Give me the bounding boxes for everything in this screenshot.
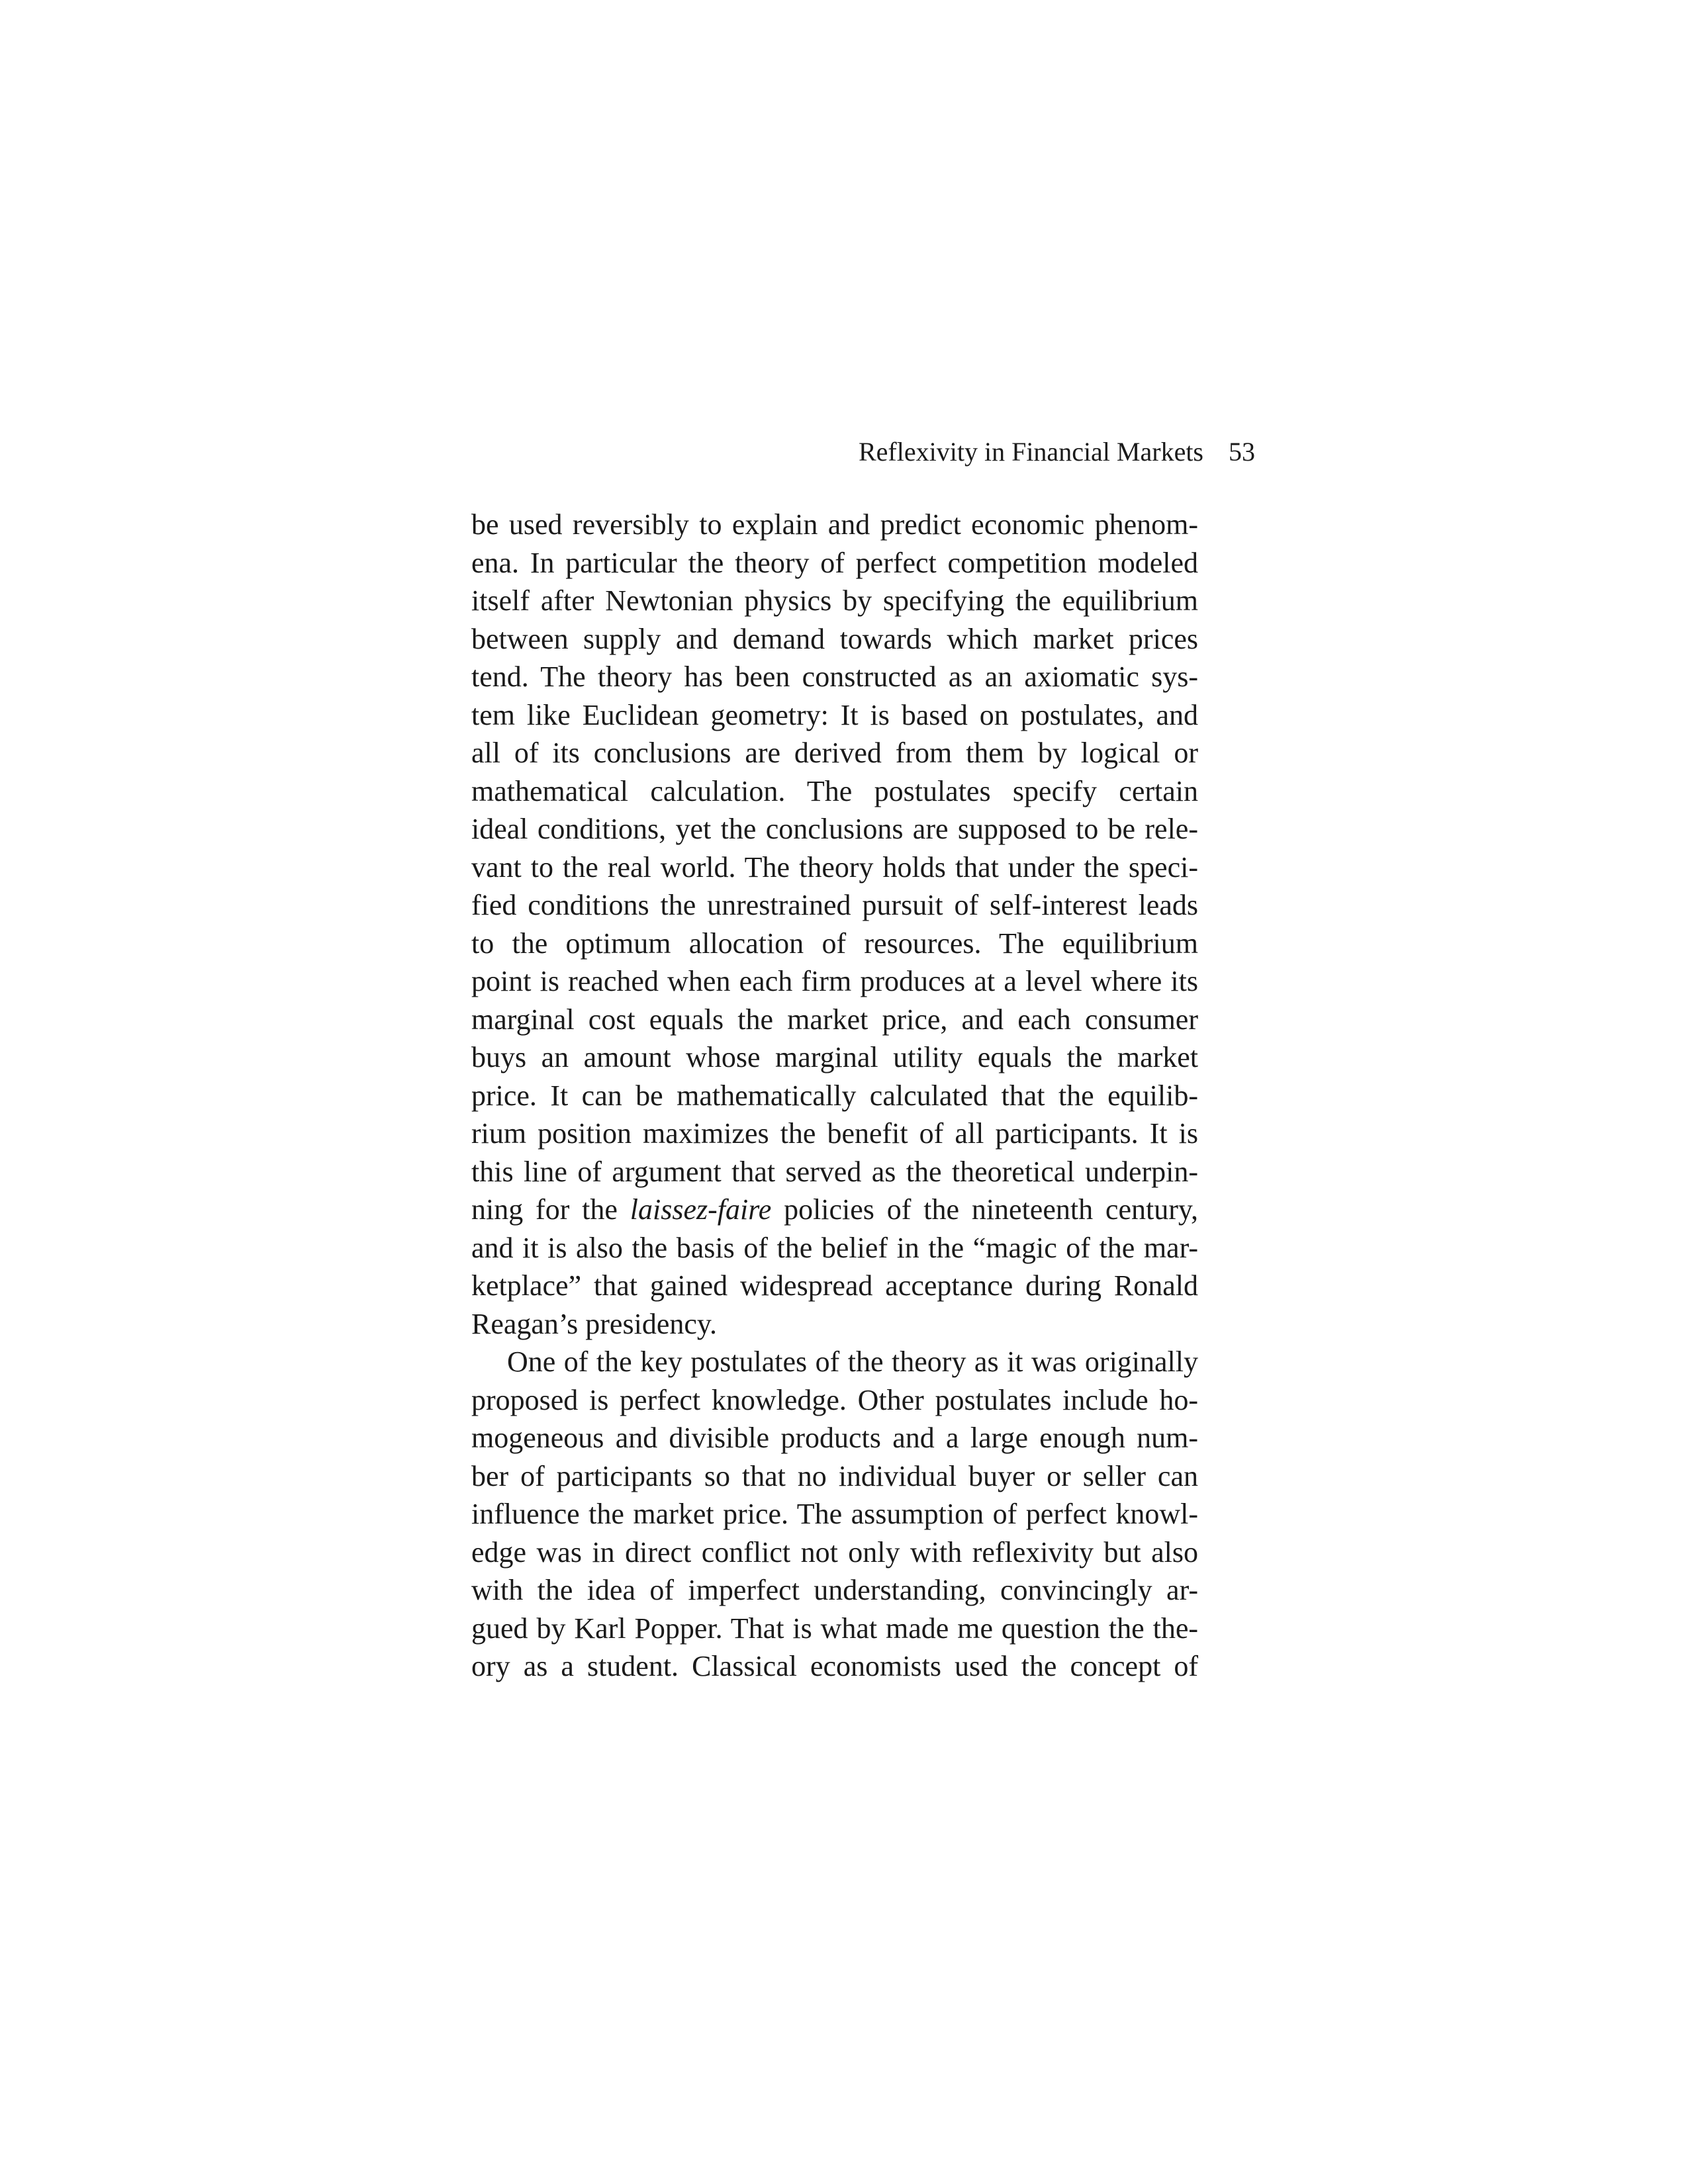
running-head [0, 435, 1255, 469]
text-line: proposed is perfect knowledge. Other postulates include ho- [471, 1383, 1198, 1416]
text-line: mathematical calculation. The postulates specify certain [471, 774, 1198, 807]
text-line: this line of argument that served as the theoretical underpin- [471, 1155, 1198, 1188]
text-line: with the idea of imperfect understanding, convincingly ar- [471, 1574, 1198, 1606]
text-line: ena. In particular the theory of perfect competition modeled [471, 546, 1198, 579]
text-line: Reagan’s presidency. [471, 1307, 718, 1340]
text-line: and it is also the basis of the belief in the “magic of the mar- [471, 1231, 1198, 1264]
text-line: fied conditions the unrestrained pursuit of self-interest leads [471, 889, 1198, 921]
text-line: ideal conditions, yet the conclusions are supposed to be rele- [471, 813, 1198, 845]
italic-term: laissez-faire [630, 1193, 772, 1226]
running-title: Reflexivity in Financial Markets [859, 437, 1203, 467]
text-line: edge was in direct conflict not only with reflexivity but also [471, 1535, 1198, 1569]
text-line: be used reversibly to explain and predict economic phenom- [471, 508, 1198, 541]
text-line: itself after Newtonian physics by specifying the equilibrium [471, 584, 1198, 617]
text-segment: ning for the [471, 1193, 630, 1226]
text-line: tend. The theory has been constructed as an axiomatic sys- [471, 660, 1198, 693]
paragraph-2 [471, 1343, 1198, 1686]
text-line: point is reached when each firm produces at a level where its [471, 965, 1198, 997]
paragraph-1 [471, 506, 1198, 1343]
text-line: influence the market price. The assumption of perfect knowl- [471, 1498, 1198, 1530]
text-line: to the optimum allocation of resources. The equilibrium [471, 927, 1198, 960]
text-line: price. It can be mathematically calculated that the equilib- [471, 1079, 1198, 1112]
text-line: vant to the real world. The theory holds that under the speci- [471, 850, 1198, 884]
text-line: rium position maximizes the benefit of all participants. It is [471, 1117, 1198, 1150]
text-line: ory as a student. Classical economists used the concept of [471, 1650, 1198, 1682]
text-line-with-italic [471, 1191, 1198, 1229]
text-line: gued by Karl Popper. That is what made me question the the- [471, 1612, 1198, 1645]
text-line: ketplace” that gained widespread acceptance during Ronald [471, 1269, 1198, 1302]
text-line: One of the key postulates of the theory as it was originally [507, 1345, 1198, 1378]
text-line: buys an amount whose marginal utility equals the market [471, 1041, 1198, 1073]
text-segment: policies of the nineteenth century, [771, 1193, 1198, 1226]
text-line: marginal cost equals the market price, and each consumer [471, 1003, 1198, 1036]
body-text [471, 506, 1198, 1686]
page-number: 53 [1229, 437, 1255, 467]
text-line: tem like Euclidean geometry: It is based on postulates, and [471, 698, 1198, 731]
text-line: mogeneous and divisible products and a large enough num- [471, 1422, 1198, 1454]
text-line: all of its conclusions are derived from them by logical or [471, 737, 1198, 769]
text-line: between supply and demand towards which market prices [471, 622, 1198, 655]
text-line: ber of participants so that no individual buyer or seller can [471, 1459, 1198, 1492]
